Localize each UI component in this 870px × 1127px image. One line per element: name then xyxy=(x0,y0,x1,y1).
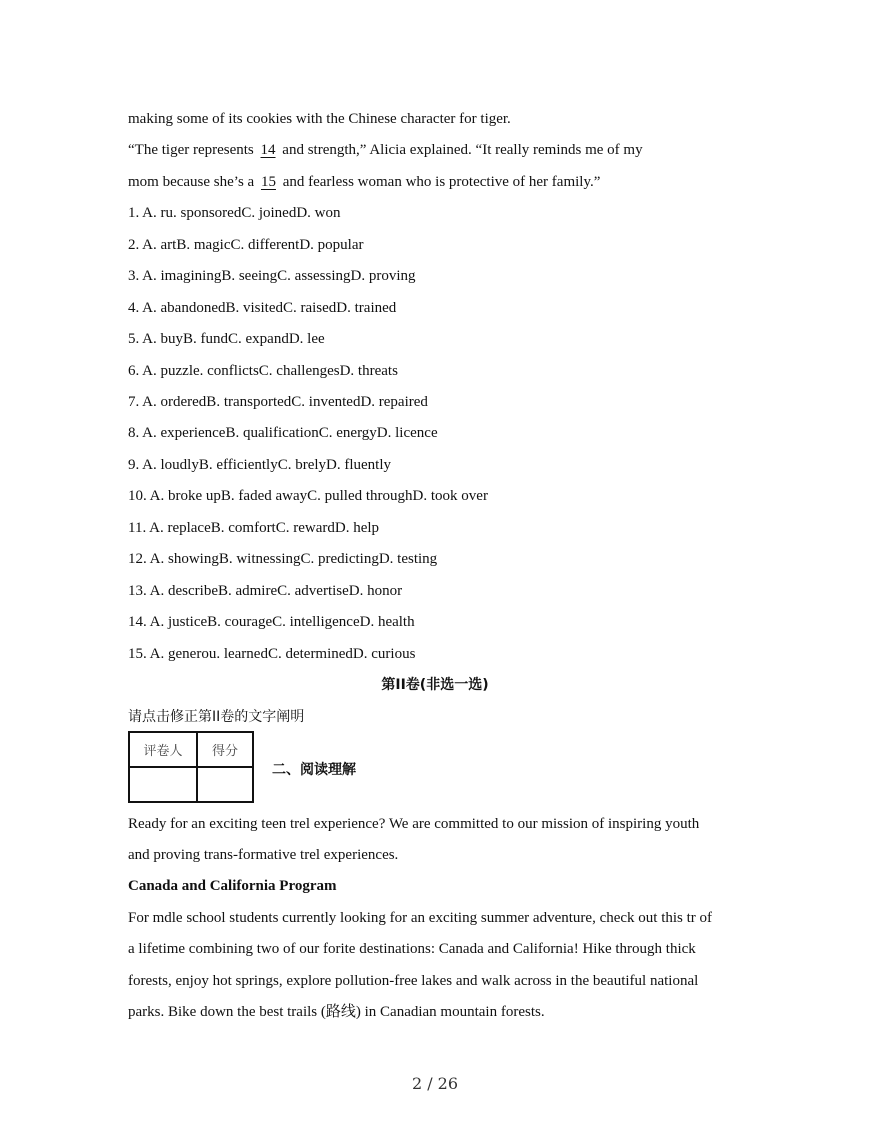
passage-line: Ready for an exciting teen trel experience? We are committed to our mission of inspiring youth xyxy=(128,816,700,832)
option-line-6: 6. A. puzzle. conflictsC. challengesD. threats xyxy=(128,363,398,379)
text-line: making some of its cookies with the Chinese character for tiger. xyxy=(128,111,511,127)
cloze-line-14 xyxy=(128,140,643,160)
score-table-header-grader: 评卷人 xyxy=(129,732,197,767)
passage-line: For mdle school students currently looking for an exciting summer adventure, check out this tr of xyxy=(128,910,713,926)
option-line-8: 8. A. experienceB. qualificationC. energyD. licence xyxy=(128,425,438,441)
option-line-1: 1. A. ru. sponsoredC. joinedD. won xyxy=(128,205,341,221)
score-table-cell-score xyxy=(197,767,253,802)
option-line-4: 4. A. abandonedB. visitedC. raisedD. trained xyxy=(128,300,397,316)
passage-line: and proving trans-formative trel experiences. xyxy=(128,847,399,863)
option-line-12: 12. A. showingB. witnessingC. predictingD. testing xyxy=(128,551,438,567)
option-line-10: 10. A. broke upB. faded awayC. pulled throughD. took over xyxy=(128,488,488,504)
option-line-13: 13. A. describeB. admireC. advertiseD. honor xyxy=(128,583,403,599)
text-before: mom because she’s a xyxy=(128,174,258,190)
option-line-9: 9. A. loudlyB. efficientlyC. brelyD. fluently xyxy=(128,457,392,473)
page-number: 2 / 26 xyxy=(411,1074,459,1093)
blank-15: 15 xyxy=(260,174,276,190)
option-line-7: 7. A. orderedB. transportedC. inventedD. repaired xyxy=(128,394,428,410)
score-table-header-score: 得分 xyxy=(197,732,253,767)
score-table-cell-grader xyxy=(129,767,197,802)
passage-line: forests, enjoy hot springs, explore pollution-free lakes and walk across in the beautiful national xyxy=(128,973,699,989)
option-line-5: 5. A. buyB. fundC. expandD. lee xyxy=(128,331,325,347)
cloze-line-15 xyxy=(128,172,600,192)
part-heading: 二、阅读理解 xyxy=(272,762,356,778)
passage-line: parks. Bike down the best trails (路线) in Canadian mountain forests. xyxy=(128,1004,545,1020)
text-after: and fearless woman who is protective of her family.” xyxy=(278,174,601,190)
option-line-15: 15. A. generou. learnedC. determinedD. curious xyxy=(128,646,416,662)
option-line-11: 11. A. replaceB. comfortC. rewardD. help xyxy=(128,520,380,536)
option-line-2: 2. A. artB. magicC. differentD. popular xyxy=(128,237,364,253)
section-title: 第II卷(非选一选) xyxy=(381,677,489,693)
text-before: “The tiger represents xyxy=(128,142,258,158)
passage-line: a lifetime combining two of our forite destinations: Canada and California! Hike through thick xyxy=(128,941,696,957)
score-table xyxy=(128,731,254,803)
program-title: Canada and California Program xyxy=(128,878,337,894)
text-after: and strength,” Alicia explained. “It really reminds me of my xyxy=(278,142,643,158)
option-line-14: 14. A. justiceB. courageC. intelligenceD. health xyxy=(128,614,415,630)
blank-14: 14 xyxy=(260,142,276,158)
option-line-3: 3. A. imaginingB. seeingC. assessingD. proving xyxy=(128,268,416,284)
section-note: 请点击修正第II卷的文字阐明 xyxy=(128,709,305,725)
